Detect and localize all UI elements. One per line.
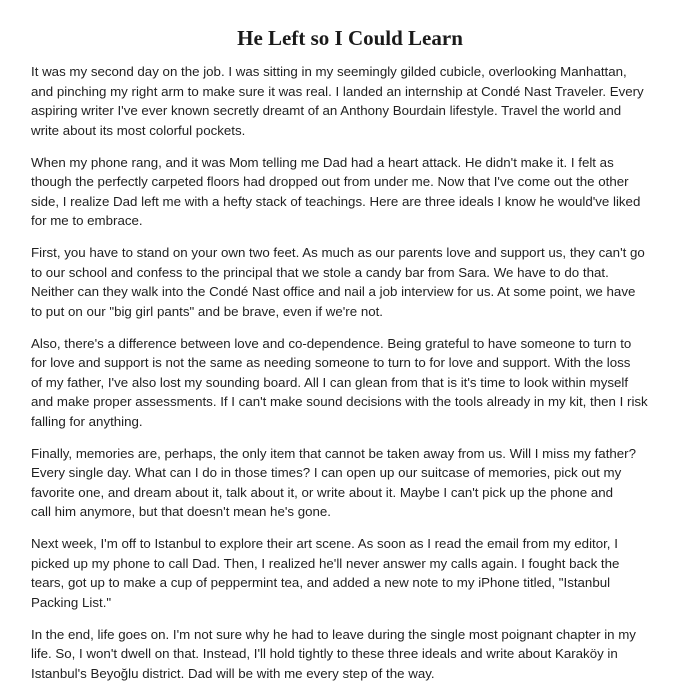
text-line: Istanbul's Beyoğlu district. Dad will be with me every step of the way. xyxy=(31,665,435,681)
text-line: for me to embrace. xyxy=(31,213,143,228)
text-line: tears, got up to make a cup of peppermint tea, and added a new note to my iPhone titled, "Istanbul xyxy=(31,575,611,590)
text-line: aspiring writer I've ever known secretly dreamt of an Anthony Bourdain lifestyle. Travel the world and xyxy=(31,103,622,118)
text-line: It was my second day on the job. I was sitting in my seemingly gilded cubicle, overlooking Manhattan, xyxy=(31,64,627,79)
text-line: Also, there's a difference between love and co-dependence. Being grateful to have someone to turn to xyxy=(31,335,632,351)
text-line: In the end, life goes on. I'm not sure why he had to leave during the single most poignant chapter in my xyxy=(31,626,636,642)
text-line: of my father, I've also lost my sounding board. All I can glean from that is it's time to look within myself xyxy=(31,374,629,390)
text-line: favorite one, and dream about it, talk about it, or write about it. Maybe I can't pick up the phone and xyxy=(31,484,614,500)
text-line: for love and support is not the same as needing someone to turn to for love and support. With the loss xyxy=(31,355,631,370)
text-line: and make proper assessments. If I can't make sound decisions with the tools already in my kit, then I risk xyxy=(31,394,648,409)
text-line: Finally, memories are, perhaps, the only item that cannot be taken away from us. Will I miss my father? xyxy=(31,445,637,461)
text-line: though the perfectly carpeted floors had dropped out from under me. Now that I've come out the other xyxy=(31,174,629,189)
paragraph-2 xyxy=(31,153,667,231)
paragraph-1 xyxy=(31,62,667,140)
text-line: to put on our "big girl pants" and be brave, even if we're not. xyxy=(31,303,384,319)
text-line: call him anymore, but that doesn't mean he's gone. xyxy=(31,504,331,519)
text-line: Next week, I'm off to Istanbul to explore their art scene. As soon as I read the email from my editor, I xyxy=(31,536,618,551)
text-line: to our school and confess to the principal that we stole a candy bar from Sara. We have to do that. xyxy=(31,264,609,280)
paragraph-5 xyxy=(31,444,667,522)
article-title: He Left so I Could Learn xyxy=(237,26,463,50)
text-line: falling for anything. xyxy=(31,413,143,429)
text-line: and pinching my right arm to make sure it was real. I landed an internship at Condé Nast Traveler. Every xyxy=(31,83,644,99)
text-line: life. So, I won't dwell on that. Instead, I'll hold tightly to these three ideals and write about Karaköy in xyxy=(31,646,618,661)
paragraph-7 xyxy=(31,625,667,684)
article-body xyxy=(31,62,667,696)
text-line: side, I realize Dad left me with a hefty stack of teachings. Here are three ideals I know he would've liked xyxy=(31,193,641,209)
text-line: Every single day. What can I do in those times? I can open up our suitcase of memories, pick out my xyxy=(31,465,622,480)
text-line: picked up my phone to call Dad. Then, I realized he'll never answer my calls again. I fought back the xyxy=(31,555,620,571)
text-line: First, you have to stand on your own two feet. As much as our parents love and support us, they can't go xyxy=(31,245,645,260)
text-line: Packing List." xyxy=(31,594,112,610)
text-line: write about its most colorful pockets. xyxy=(31,122,246,138)
paragraph-4 xyxy=(31,334,667,432)
text-line: Neither can they walk into the Condé Nast office and nail a job interview for us. At some point, we have xyxy=(31,284,636,299)
text-line: When my phone rang, and it was Mom telling me Dad had a heart attack. He didn't make it. I felt as xyxy=(31,154,614,170)
paragraph-6 xyxy=(31,534,667,612)
paragraph-3 xyxy=(31,243,667,321)
